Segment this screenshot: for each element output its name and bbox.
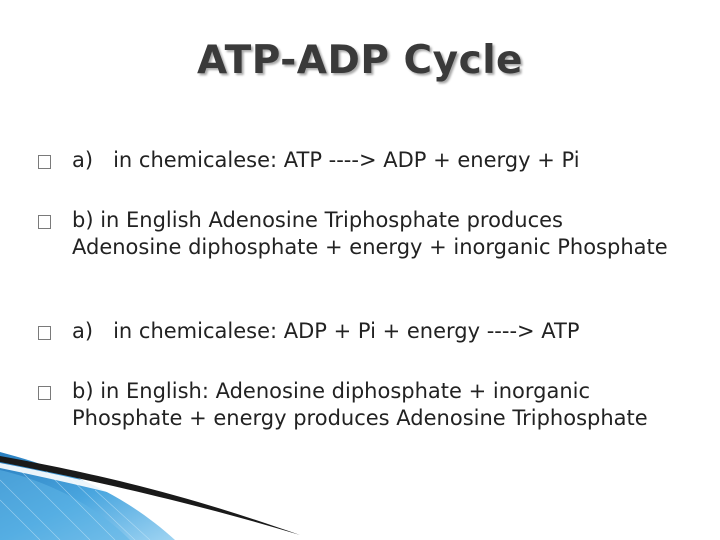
bullet-text: a) in chemicalese: ADP + Pi + energy ----> ATP bbox=[72, 319, 580, 343]
bullet-text: b) in English Adenosine Triphosphate produces Adenosine diphosphate + energy + inorganic Phosphate bbox=[72, 208, 668, 259]
bullet-text: b) in English: Adenosine diphosphate + inorganic Phosphate + energy produces Adenosine Triphosphate bbox=[72, 379, 648, 430]
bullet-text: a) in chemicalese: ATP ----> ADP + energy + Pi bbox=[72, 148, 580, 172]
slide-title: ATP-ADP Cycle bbox=[196, 38, 524, 83]
